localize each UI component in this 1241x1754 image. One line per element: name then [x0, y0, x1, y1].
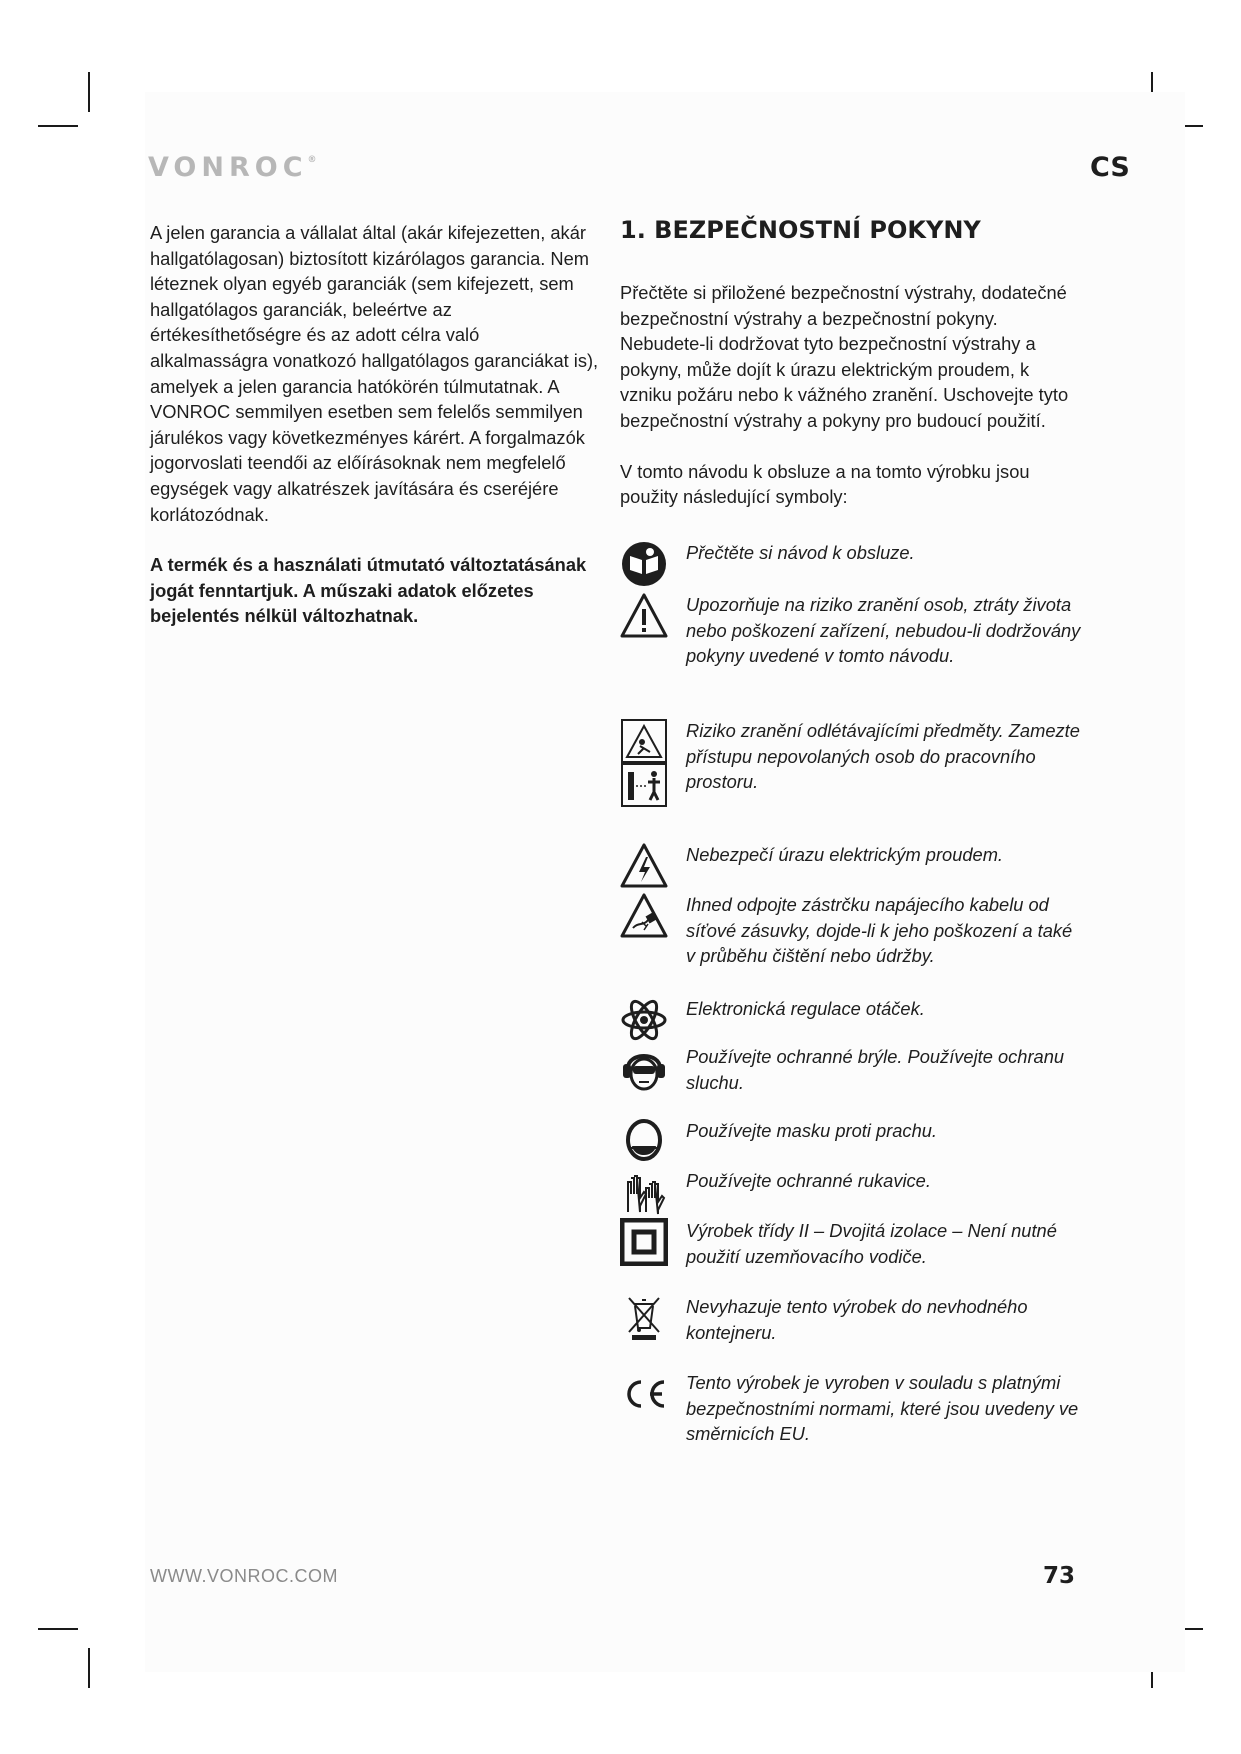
left-column [150, 220, 600, 629]
crop-mark-top-left [88, 72, 90, 112]
weee-bin-icon [620, 1294, 668, 1342]
symbol-text: Používejte masku proti prachu. [686, 1120, 937, 1141]
class-ii-icon [620, 1218, 668, 1266]
symbols-intro-paragraph: V tomto návodu k obsluze a na tomto výrobku jsou použity následující symboly: [620, 460, 1030, 508]
crop-mark-bottom-left [38, 1628, 78, 1630]
symbol-text: Upozorňuje na riziko zranění osob, ztráty života nebo poškození zařízení, nebudou-li dodržovány pokyny uvedené v tomto návodu. [686, 594, 1081, 667]
flying-objects-bystanders-icon [620, 718, 668, 808]
warranty-paragraph: A jelen garancia a vállalat által (akár kifejezetten, akár hallgatólagosan) biztosított kizárólagos garancia. Nem léteznek olyan egyéb garanciák (sem kifejezett, sem hallgatólagos garanciák, beleértve az értékesíthetőségre és az adott célra való alkalmasságra vonatkozó hallgatólagos garanciákat is), amelyek a jelen garancia hatókörén túlmutatnak. A VONROC semmilyen esetben sem felelős semmilyen járulékos vagy következményes kárért. A forgalmazók jogorvoslati teendői az előírásoknak nem megfelelő egységek vagy alkatrészek javítására és cseréjére korlátozódnak. [150, 222, 599, 525]
section-heading: 1. BEZPEČNOSTNÍ POKYNY [620, 216, 981, 244]
unplug-cable-icon [620, 892, 668, 940]
symbol-text: Elektronická regulace otáček. [686, 998, 925, 1019]
symbol-text: Výrobek třídy II – Dvojitá izolace – Není nutné použití uzemňovacího vodiče. [686, 1220, 1057, 1267]
crop-mark-top-left [38, 125, 78, 127]
symbol-text: Přečtěte si návod k obsluze. [686, 542, 915, 563]
warning-triangle-icon [620, 592, 668, 640]
dust-mask-icon [620, 1118, 668, 1166]
crop-mark-bottom-left [88, 1648, 90, 1688]
page-number: 73 [1043, 1563, 1076, 1589]
gloves-icon [620, 1168, 668, 1216]
symbol-text: Používejte ochranné brýle. Používejte ochranu sluchu. [686, 1046, 1065, 1093]
rights-reserved-paragraph: A termék és a használati útmutató változtatásának jogát fenntartjuk. A műszaki adatok előzetes bejelentés nélkül változhatnak. [150, 554, 587, 627]
symbol-text: Tento výrobek je vyroben v souladu s platnými bezpečnostními normami, které jsou uvedeny ve směrnicích EU. [686, 1372, 1079, 1445]
electric-shock-icon [620, 842, 668, 890]
symbol-text: Ihned odpojte zástrčku napájecího kabelu od síťové zásuvky, dojde-li k jeho poškození a také v průběhu čištění nebo údržby. [686, 894, 1073, 967]
language-code: CS [1090, 152, 1130, 183]
symbol-text: Riziko zranění odlétávajícími předměty. Zamezte přístupu nepovolaných osob do pracovního prostoru. [686, 720, 1080, 793]
read-manual-icon [620, 540, 668, 588]
goggles-ear-protection-icon [620, 1044, 668, 1092]
symbol-text: Používejte ochranné rukavice. [686, 1170, 931, 1191]
brand-logo: VONROC® [148, 152, 317, 183]
electronic-speed-icon [620, 996, 668, 1044]
footer-url: WWW.VONROC.COM [150, 1566, 338, 1586]
ce-mark-icon [620, 1370, 668, 1418]
safety-intro-paragraph: Přečtěte si přiložené bezpečnostní výstrahy, dodatečné bezpečnostní výstrahy a bezpečnostní pokyny. Nebudete-li dodržovat tyto bezpečnostní výstrahy a pokyny, může dojít k úrazu elektrickým proudem, k vzniku požáru nebo k vážného zranění. Uschovejte tyto bezpečnostní výstrahy a pokyny pro budoucí použití. [620, 282, 1069, 431]
symbol-text: Nevyhazuje tento výrobek do nevhodného kontejneru. [686, 1296, 1028, 1343]
right-column [620, 212, 1080, 510]
symbol-text: Nebezpečí úrazu elektrickým proudem. [686, 844, 1004, 865]
